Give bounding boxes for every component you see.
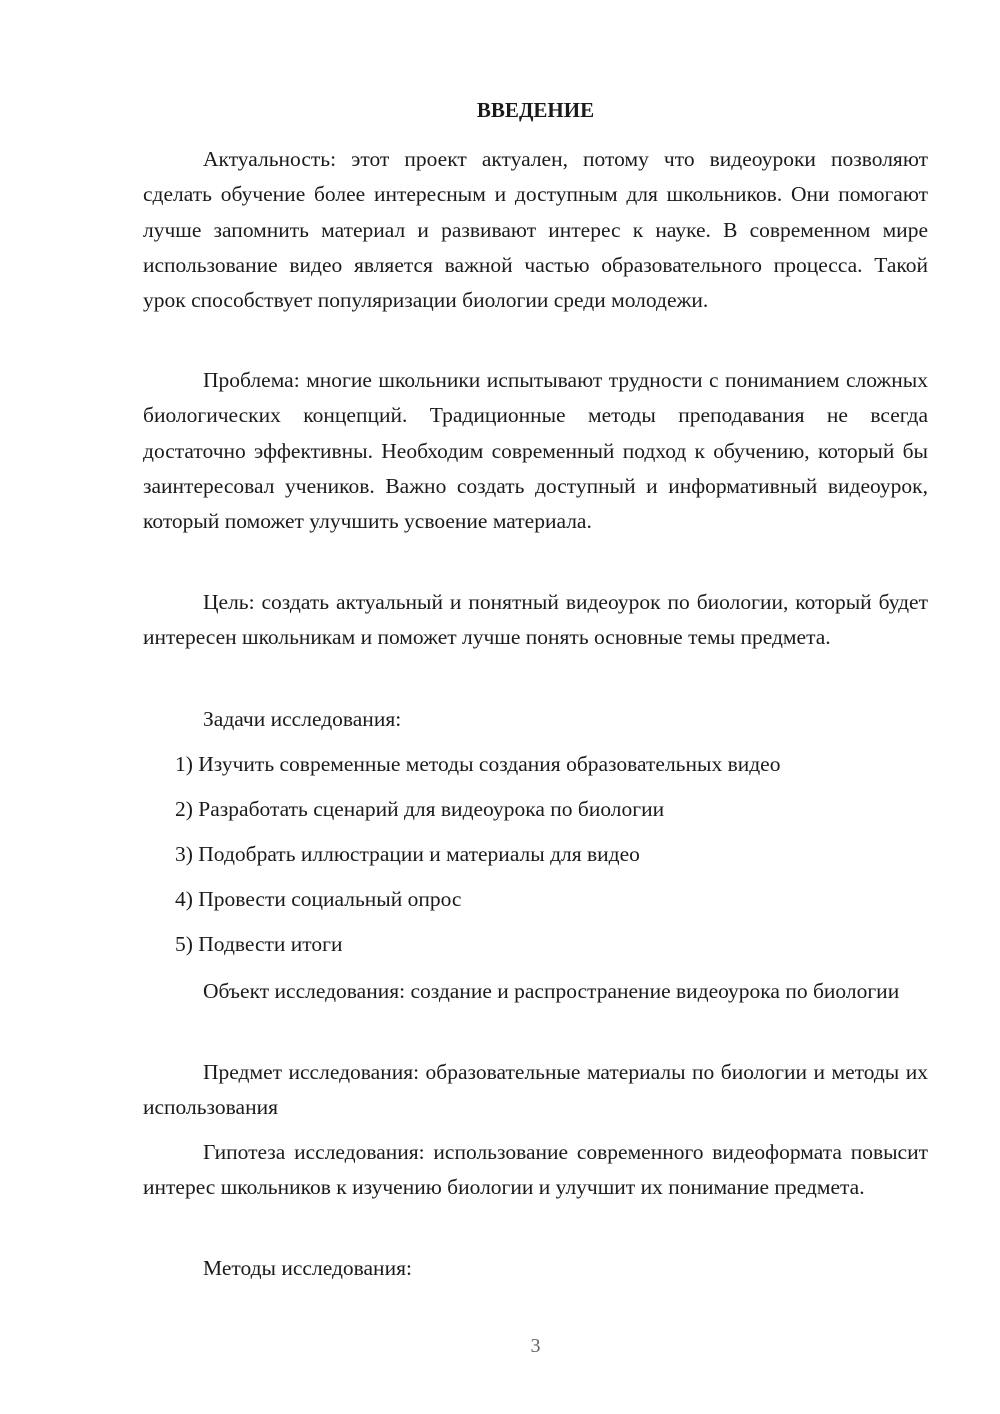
subject-paragraph: Предмет исследования: образовательные материалы по биологии и методы их использования — [143, 1060, 928, 1120]
methods-heading: Методы исследования: — [203, 1256, 412, 1280]
object-paragraph: Объект исследования: создание и распространение видеоурока по биологии — [203, 979, 900, 1003]
task-item: 4) Провести социальный опрос — [175, 887, 462, 911]
page-title: ВВЕДЕНИЕ — [476, 98, 595, 122]
task-item: 2) Разработать сценарий для видеоурока по биологии — [175, 797, 665, 821]
task-item: 1) Изучить современные методы создания образовательных видео — [175, 752, 781, 776]
relevance-paragraph: Актуальность: этот проект актуален, потому что видеоуроки позволяют сделать обучение более интересным и доступным для школьников. Они помогают лучше запомнить материал и развивают интерес к науке. В современном мире использование видео является важной частью образовательного процесса. Такой урок способствует популяризации биологии среди молодежи. — [143, 147, 928, 313]
problem-paragraph: Проблема: многие школьники испытывают трудности с пониманием сложных биологических концепций. Традиционные методы преподавания не всегда достаточно эффективны. Необходим современный подход к обучению, который бы заинтересовал учеников. Важно создать доступный и информативный видеоурок, который поможет улучшить усвоение материала. — [143, 368, 928, 534]
goal-paragraph: Цель: создать актуальный и понятный видеоурок по биологии, который будет интересен школьникам и поможет лучше понять основные темы предмета. — [143, 590, 928, 650]
page-number: 3 — [530, 1335, 541, 1357]
hypothesis-paragraph: Гипотеза исследования: использование современного видеоформата повысит интерес школьников к изучению биологии и улучшит их понимание предмета. — [143, 1140, 928, 1200]
tasks-heading: Задачи исследования: — [203, 707, 402, 731]
task-item: 3) Подобрать иллюстрации и материалы для видео — [175, 842, 640, 866]
task-item: 5) Подвести итоги — [175, 932, 343, 956]
